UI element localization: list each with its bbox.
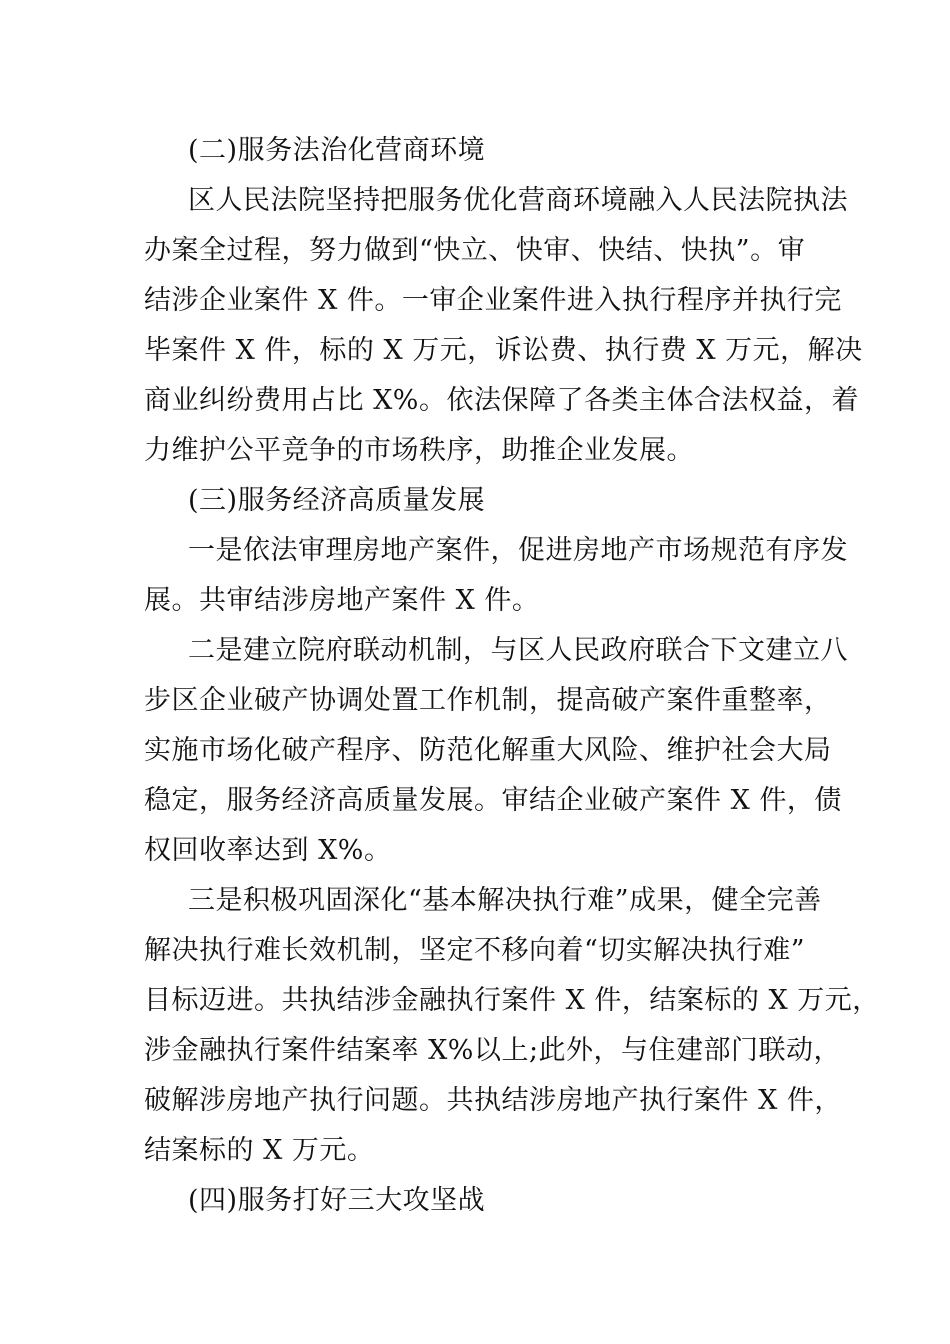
paragraph-line: 力维护公平竞争的市场秩序，助推企业发展。 — [144, 435, 694, 466]
section-heading: (二)服务法治化营商环境 — [188, 135, 486, 166]
paragraph-line: 商业纠纷费用占比 X%。依法保障了各类主体合法权益，着 — [144, 385, 859, 416]
paragraph-line: 步区企业破产协调处置工作机制，提高破产案件重整率， — [144, 685, 832, 716]
paragraph-line: 一是依法审理房地产案件，促进房地产市场规范有序发 — [188, 535, 848, 566]
paragraph-line: 展。共审结涉房地产案件 X 件。 — [144, 585, 540, 616]
paragraph-line: 结涉企业案件 X 件。一审企业案件进入执行程序并执行完 — [144, 285, 842, 316]
paragraph-line: 区人民法院坚持把服务优化营商环境融入人民法院执法 — [188, 185, 848, 216]
paragraph-line: 结案标的 X 万元。 — [144, 1135, 375, 1166]
paragraph-line: 解决执行难长效机制，坚定不移向着“切实解决执行难” — [144, 935, 806, 966]
paragraph-line: 稳定，服务经济高质量发展。审结企业破产案件 X 件，债 — [144, 785, 842, 816]
paragraph-line: 目标迈进。共执结涉金融执行案件 X 件，结案标的 X 万元， — [144, 985, 880, 1016]
paragraph-line: 毕案件 X 件，标的 X 万元，诉讼费、执行费 X 万元，解决 — [144, 335, 863, 366]
section-heading: (三)服务经济高质量发展 — [188, 485, 486, 516]
paragraph-line: 权回收率达到 X%。 — [144, 835, 392, 866]
section-heading: (四)服务打好三大攻坚战 — [188, 1185, 486, 1216]
paragraph-line: 涉金融执行案件结案率 X%以上;此外，与住建部门联动， — [144, 1035, 842, 1066]
paragraph-line: 破解涉房地产执行问题。共执结涉房地产执行案件 X 件， — [144, 1085, 842, 1116]
paragraph-line: 三是积极巩固深化“基本解决执行难”成果，健全完善 — [188, 885, 822, 916]
paragraph-line: 实施市场化破产程序、防范化解重大风险、维护社会大局 — [144, 735, 832, 766]
paragraph-line: 二是建立院府联动机制，与区人民政府联合下文建立八 — [188, 635, 848, 666]
paragraph-line: 办案全过程，努力做到“快立、快审、快结、快执”。审 — [144, 235, 806, 266]
